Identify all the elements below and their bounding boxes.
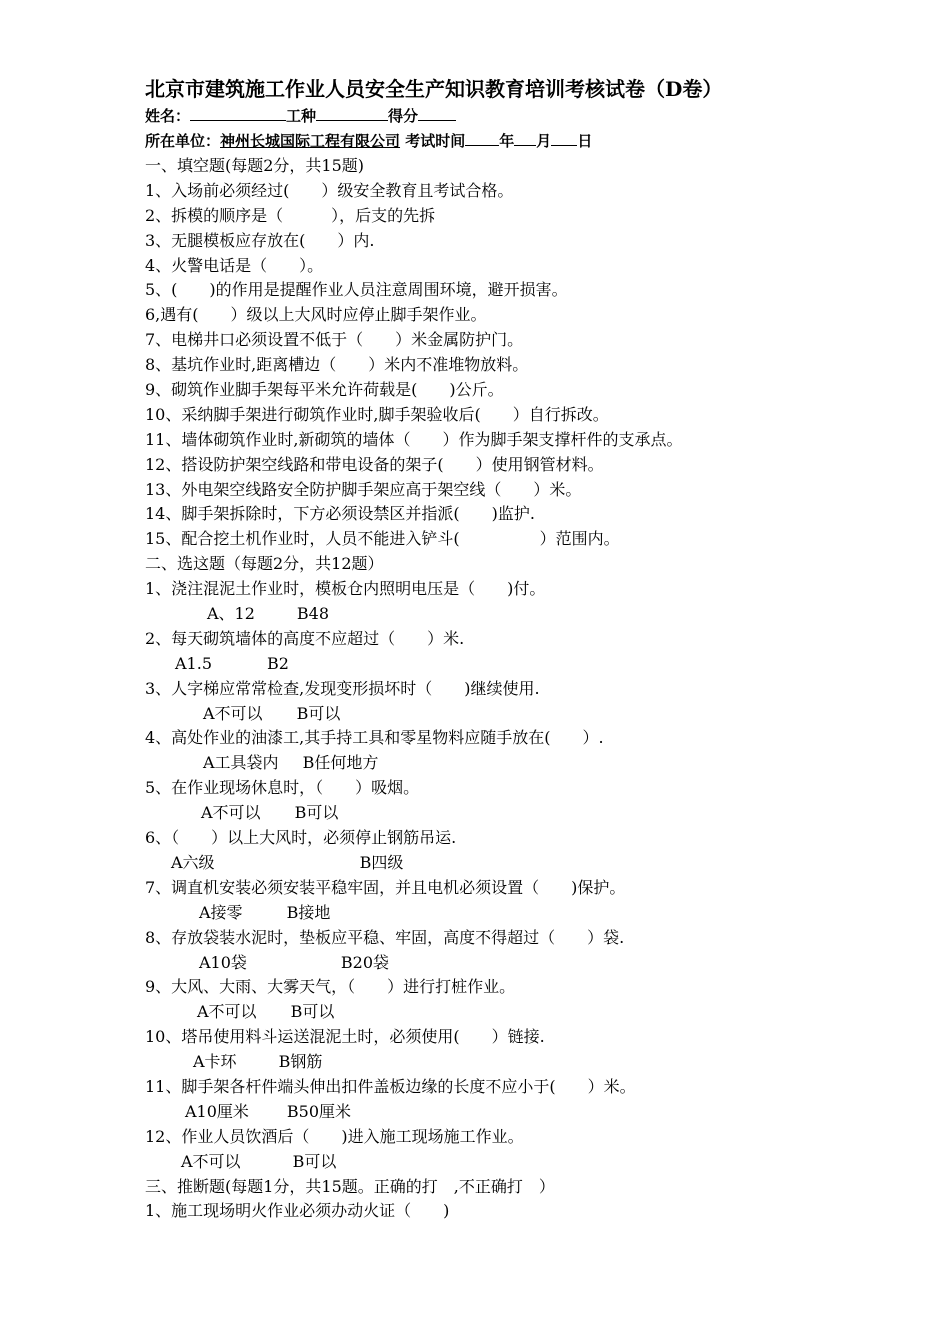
option-a[interactable]: A10袋	[199, 952, 247, 972]
option-a[interactable]: A不可以	[201, 803, 261, 823]
section3-question-list	[145, 1199, 905, 1224]
fill-blank-question: 7、电梯井口必须设置不低于（ ）米金属防护门。	[145, 330, 524, 350]
fill-blank-question: 13、外电架空线路安全防护脚手架应高于架空线（ ）米。	[145, 479, 582, 499]
fill-blank-question: 12、搭设防护架空线路和带电设备的架子( ）使用钢管材料。	[145, 454, 604, 474]
option-a[interactable]: A1.5	[175, 653, 212, 673]
choice-options	[145, 1050, 905, 1075]
fill-blank-question: 1、入场前必须经过( ）级安全教育且考试合格。	[145, 180, 514, 200]
fill-blank-question: 3、无腿模板应存放在( ）内.	[145, 230, 375, 250]
section2-question-list	[145, 577, 905, 1174]
choice-options	[145, 1150, 905, 1175]
month-blank[interactable]	[514, 131, 536, 146]
unit-value: 神州长城国际工程有限公司	[220, 132, 401, 150]
choice-options	[145, 801, 905, 826]
trade-blank[interactable]	[316, 106, 388, 121]
choice-question: 3、人字梯应常常检查,发现变形损坏时（ )继续使用.	[145, 678, 540, 698]
choice-question: 7、调直机安装必须安装平稳牢固，并且电机必须设置（ )保护。	[145, 877, 626, 897]
fill-blank-question: 11、墙体砌筑作业时,新砌筑的墙体（ ）作为脚手架支撑杆件的支承点。	[145, 429, 683, 449]
trade-label: 工种	[286, 107, 317, 125]
section2-heading: 二、选这题（每题2分，共12题）	[145, 554, 384, 574]
choice-options	[145, 602, 905, 627]
choice-question: 9、大风、大雨、大雾天气，（ ）进行打桩作业。	[145, 977, 516, 997]
option-a[interactable]: A、12	[207, 604, 255, 624]
fill-blank-question: 10、采纳脚手架进行砌筑作业时,脚手架验收后( ）自行拆改。	[145, 404, 609, 424]
exam-time-label: 考试时间	[405, 132, 466, 150]
choice-question: 10、塔吊使用料斗运送混泥土时，必须使用( ）链接.	[145, 1027, 545, 1047]
choice-question: 11、脚手架各杆件端头伸出扣件盖板边缘的长度不应小于( ）米。	[145, 1076, 636, 1096]
choice-options	[145, 1000, 905, 1025]
option-b[interactable]: B可以	[296, 703, 341, 723]
choice-options	[145, 1100, 905, 1125]
score-blank[interactable]	[418, 106, 456, 121]
day-label: 日	[577, 132, 593, 150]
option-a[interactable]: A不可以	[181, 1151, 241, 1171]
choice-options	[145, 702, 905, 727]
choice-options	[145, 751, 905, 776]
section1-question-list	[145, 179, 905, 552]
choice-options	[145, 901, 905, 926]
candidate-info-line	[145, 104, 905, 129]
option-a[interactable]: A卡环	[193, 1052, 237, 1072]
day-blank[interactable]	[551, 131, 577, 146]
score-label: 得分	[388, 107, 419, 125]
section1-heading: 一、填空题(每题2分，共15题)	[145, 156, 365, 175]
option-a[interactable]: A不可以	[203, 703, 263, 723]
fill-blank-question: 2、拆模的顺序是（ ），后支的先拆	[145, 205, 436, 225]
exam-title: 北京市建筑施工作业人员安全生产知识教育培训考核试卷（D卷）	[145, 77, 723, 101]
unit-label: 所在单位：	[145, 132, 221, 150]
option-a[interactable]: A不可以	[197, 1002, 257, 1022]
year-blank[interactable]	[465, 131, 499, 146]
option-b[interactable]: B任何地方	[302, 753, 379, 773]
option-a[interactable]: A接零	[199, 902, 243, 922]
option-b[interactable]: B2	[267, 653, 289, 673]
option-a[interactable]: A六级	[171, 852, 215, 872]
option-b[interactable]: B四级	[359, 852, 404, 872]
name-blank[interactable]	[190, 106, 286, 121]
year-label: 年	[499, 132, 515, 150]
option-b[interactable]: B可以	[292, 1151, 337, 1171]
choice-question: 12、作业人员饮酒后（ )进入施工现场施工作业。	[145, 1126, 524, 1146]
fill-blank-question: 6,遇有( ）级以上大风时应停止脚手架作业。	[145, 305, 487, 325]
unit-info-line	[145, 129, 905, 154]
choice-options	[145, 951, 905, 976]
option-b[interactable]: B接地	[286, 902, 331, 922]
option-b[interactable]: B50厘米	[286, 1101, 352, 1121]
choice-question: 2、每天砌筑墙体的高度不应超过（ ）米.	[145, 628, 465, 648]
option-b[interactable]: B可以	[294, 803, 339, 823]
choice-options	[145, 652, 905, 677]
fill-blank-question: 9、砌筑作业脚手架每平米允许荷载是( )公斤。	[145, 380, 504, 400]
choice-question: 4、高处作业的油漆工,其手持工具和零星物料应随手放在( ）.	[145, 728, 604, 748]
exam-content	[145, 74, 905, 1224]
option-a[interactable]: A工具袋内	[203, 753, 279, 773]
fill-blank-question: 14、脚手架拆除时，下方必须设禁区并指派( )监护.	[145, 504, 535, 524]
option-b[interactable]: B20袋	[340, 952, 390, 972]
month-label: 月	[536, 132, 552, 150]
fill-blank-question: 15、配合挖土机作业时，人员不能进入铲斗( ）范围内。	[145, 529, 620, 549]
section3-heading: 三、推断题(每题1分，共15题。正确的打 ,不正确打 ）	[145, 1176, 555, 1196]
fill-blank-question: 5、( )的作用是提醒作业人员注意周围环境，避开损害。	[145, 280, 568, 300]
choice-question: 8、存放袋装水泥时，垫板应平稳、牢固，高度不得超过（ ）袋.	[145, 927, 625, 947]
name-label: 姓名：	[145, 107, 191, 125]
option-b[interactable]: B钢筋	[278, 1052, 323, 1072]
choice-question: 6、（ ）以上大风时，必须停止钢筋吊运.	[145, 828, 457, 848]
option-b[interactable]: B48	[296, 604, 330, 624]
choice-question: 5、在作业现场休息时，（ ）吸烟。	[145, 778, 420, 798]
fill-blank-question: 8、基坑作业时,距离槽边（ ）米内不准堆物放料。	[145, 355, 529, 375]
choice-options	[145, 851, 905, 876]
option-b[interactable]: B可以	[290, 1002, 335, 1022]
option-a[interactable]: A10厘米	[185, 1101, 249, 1121]
fill-blank-question: 4、火警电话是（ ）。	[145, 255, 324, 275]
true-false-question: 1、施工现场明火作业必须办动火证（ )	[145, 1201, 450, 1221]
choice-question: 1、浇注混泥土作业时，模板仓内照明电压是（ )付。	[145, 579, 546, 599]
